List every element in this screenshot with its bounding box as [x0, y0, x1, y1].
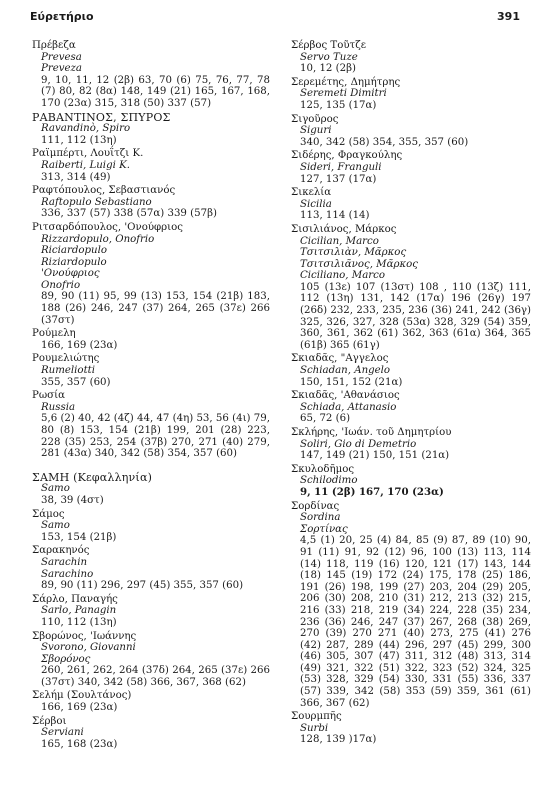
- entry-variant: Prevesa: [41, 51, 82, 63]
- index-title: Εύρετήριο: [30, 10, 94, 23]
- entry-page-refs: 128, 139 )17α): [300, 734, 377, 746]
- entry-heading: Ρούμελη: [32, 328, 76, 340]
- entry-page-refs: 4,5 (1) 20, 25 (4) 84, 85 (9) 87, 89 (10) 90, 91 (11) 91, 92 (12) 96, 100 (13) 113, 114 (14) 118, 119 (16) 120, 121 (17) 143, 144 (18) 145 (19) 172 (24) 175, 178 (25) 186, 191 (26) 198, 199 (27) 203, 204 (29) 205, 206 (30) 208, 210 (31) 212, 213 (32) 215, 216 (33) 218, 219 (34) 224, 228 (35) 234, 236 (36) 246, 247 (37) 267, 268 (38) 269, 270 (39) 270 271 (40) 273, 275 (41) 276 (42) 287, 289 (44) 296, 297 (45) 299, 300 (46) 305, 307 (47) 311, 312 (48) 313, 314 (49) 321, 322 (51) 322, 323 (52) 324, 325 (53) 328, 329 (54) 330, 331 (55) 336, 337 (57) 339, 342 (58) 353 (59) 359, 361 (61) 366, 367 (62): [300, 535, 531, 709]
- index-entry: [32, 631, 270, 689]
- entry-page-refs: 9, 11 (2β) 167, 170 (23α): [300, 485, 444, 498]
- entry-page-refs: 336, 337 (57) 338 (57α) 339 (57β): [41, 208, 217, 220]
- entry-variant: Τσιτσιλιὰν, Μᾶρκος: [300, 247, 407, 259]
- index-entry: [291, 224, 531, 352]
- entry-variant: Soliri, Gio di Demetrio: [300, 438, 417, 450]
- index-entry: [291, 464, 531, 499]
- entry-variant: Preveza: [41, 63, 82, 75]
- index-entry: [32, 185, 270, 220]
- entry-variant: Rizzardopulo, Onofrio: [41, 233, 155, 245]
- entry-variant: Sordina: [300, 512, 341, 524]
- entry-heading: Σάμος: [32, 508, 65, 520]
- entry-heading: Σισιλιάνος, Μάρκος: [291, 223, 397, 235]
- entry-page-refs: 153, 154 (21β): [41, 531, 117, 543]
- index-entry: [291, 390, 531, 425]
- entry-heading: Ρουμελιώτης: [32, 353, 100, 365]
- entry-variant: Sicilia: [300, 198, 332, 210]
- entry-heading: Ραϊμπέρτι, Λουΐτζι Κ.: [32, 148, 144, 160]
- entry-heading: Σελήμ (Σουλτάνος): [32, 690, 132, 702]
- entry-variant: Sideri, Franguli: [300, 161, 382, 173]
- entry-variant: Serviani: [41, 727, 84, 739]
- entry-page-refs: 166, 169 (23α): [41, 339, 118, 351]
- entry-page-refs: 105 (13ε) 107 (13στ) 108 , 110 (13ζ) 111, 112 (13η) 131, 142 (17α) 196 (26γ) 197 (26δ) 232, 233, 235, 236 (36) 241, 242 (36γ) 325, 326, 327, 328 (53α) 328, 329 (54) 359, 360, 361, 362 (61) 362, 363 (61α) 364, 365 (61β) 365 (61γ): [300, 281, 531, 351]
- index-entry: [32, 509, 270, 544]
- entry-variant: Sarachin: [41, 556, 88, 568]
- entry-heading: Σάρλο, Παναγής: [32, 593, 118, 605]
- index-entry: [32, 390, 270, 460]
- index-entry: [32, 112, 270, 147]
- entry-page-refs: 111, 112 (13η): [41, 134, 117, 146]
- index-entry: [291, 40, 531, 75]
- entry-variant: Siguri: [300, 125, 332, 137]
- entry-page-refs: 113, 114 (14): [300, 210, 370, 222]
- entry-heading: ΡΑΒΑΝΤΙΝΟΣ, ΣΠΥΡΟΣ: [32, 110, 171, 124]
- index-column-left: [32, 40, 270, 752]
- entry-heading: Σέρβος Τοῦτζε: [291, 40, 366, 51]
- entry-variant: Σβορόνος: [41, 653, 91, 665]
- entry-heading: Σκιαδᾶς, 'Αθανάσιος: [291, 390, 400, 402]
- index-entry: [291, 114, 531, 149]
- page-header: [30, 10, 520, 26]
- entry-variant: Riziardopulo: [41, 256, 107, 268]
- entry-variant: Cicilian, Marco: [300, 235, 379, 247]
- entry-heading: Σαρακηνός: [32, 545, 90, 557]
- entry-page-refs: 166, 169 (23α): [41, 702, 118, 714]
- index-entry: [32, 716, 270, 751]
- entry-variant: Raftopulo Sebastiano: [41, 196, 152, 208]
- index-entry: [291, 501, 531, 710]
- index-entry: [291, 353, 531, 388]
- entry-heading: Ραφτόπουλος, Σεβαστιανός: [32, 185, 176, 197]
- entry-variant: Sarlo, Panagin: [41, 605, 117, 617]
- entry-page-refs: 165, 168 (23α): [41, 738, 118, 750]
- entry-variant: Servo Tuze: [300, 51, 358, 63]
- entry-heading: Σιδέρης, Φραγκούλης: [291, 150, 403, 162]
- index-entry: [32, 472, 270, 507]
- entry-heading: Ρωσία: [32, 390, 65, 402]
- index-entry: [291, 187, 531, 222]
- entry-variant: Svorono, Giovanni: [41, 642, 136, 654]
- page-number: 391: [497, 10, 520, 23]
- index-entry: [32, 353, 270, 388]
- entry-heading: Σιγοῦρος: [291, 113, 339, 125]
- entry-heading: Σκυλοδῆμος: [291, 463, 355, 475]
- entry-variant: Riciardopulo: [41, 245, 107, 257]
- entry-heading: Σουρμπῆς: [291, 711, 342, 723]
- entry-page-refs: 355, 357 (60): [41, 376, 111, 388]
- entry-heading: ΣΑΜΗ (Κεφαλληνία): [32, 470, 153, 484]
- entry-page-refs: 10, 12 (2β): [300, 63, 356, 75]
- entry-page-refs: 38, 39 (4στ): [41, 494, 104, 506]
- entry-heading: Σορδίνας: [291, 500, 340, 512]
- entry-heading: Πρέβεζα: [32, 40, 76, 51]
- entry-variant: Seremeti Dimitri: [300, 88, 387, 100]
- entry-variant: Ravandinò, Spiro: [41, 123, 131, 135]
- entry-page-refs: 65, 72 (6): [300, 413, 351, 425]
- index-column-right: [291, 40, 531, 748]
- entry-heading: Σερεμέτης, Δημήτρης: [291, 76, 401, 88]
- index-entry: [32, 40, 270, 110]
- entry-variant: Surbi: [300, 722, 329, 734]
- entry-page-refs: 9, 10, 11, 12 (2β) 63, 70 (6) 75, 76, 77, 78 (7) 80, 82 (8α) 148, 149 (21) 165, 167, 168, 170 (23α) 315, 318 (50) 337 (57): [41, 74, 270, 109]
- entry-page-refs: 260, 261, 262, 264 (37δ) 264, 265 (37ε) 266 (37στ) 340, 342 (58) 366, 367, 368 (62): [41, 665, 270, 688]
- entry-heading: Σικελία: [291, 187, 332, 199]
- entry-variant: Samo: [41, 520, 70, 532]
- entry-variant: Rumeliotti: [41, 365, 96, 377]
- entry-variant: Russia: [41, 401, 76, 413]
- entry-page-refs: 147, 149 (21) 150, 151 (21α): [300, 450, 450, 462]
- entry-variant: 'Ονούφριος: [41, 268, 100, 280]
- index-entry: [32, 594, 270, 629]
- entry-page-refs: 127, 137 (17α): [300, 173, 377, 185]
- entry-page-refs: 89, 90 (11) 95, 99 (13) 153, 154 (21β) 183, 188 (26) 246, 247 (37) 264, 265 (37ε) 266 (37στ): [41, 291, 270, 326]
- index-entry: [291, 150, 531, 185]
- entry-variant: Schiadan, Angelo: [300, 365, 391, 377]
- index-entry: [32, 328, 270, 351]
- index-entry: [291, 711, 531, 746]
- entry-page-refs: 150, 151, 152 (21α): [300, 376, 403, 388]
- entry-variant: Raiberti, Luigi K.: [41, 159, 130, 171]
- index-entry: [32, 690, 270, 713]
- entry-page-refs: 89, 90 (11) 296, 297 (45) 355, 357 (60): [41, 580, 244, 592]
- entry-variant: Τσιτσιλιᾶνος, Μᾶρκος: [300, 258, 418, 270]
- entry-heading: Ριτσαρδόπουλος, 'Ονούφριος: [32, 221, 183, 233]
- index-entry: [32, 545, 270, 591]
- entry-variant: Samo: [41, 483, 70, 495]
- index-entry: [291, 77, 531, 112]
- entry-variant: Onofrio: [41, 279, 81, 291]
- entry-variant: Sarachino: [41, 568, 94, 580]
- entry-page-refs: 5,6 (2) 40, 42 (4ζ) 44, 47 (4η) 53, 56 (4ι) 79, 80 (8) 153, 154 (21β) 199, 201 (28) 223, 228 (35) 253, 254 (37β) 270, 271 (40) 279, 281 (43α) 340, 342 (58) 354, 357 (60): [41, 413, 270, 460]
- entry-variant: Schilodimo: [300, 475, 358, 487]
- entry-variant: Ciciliano, Marco: [300, 270, 385, 282]
- index-entry: [32, 222, 270, 326]
- entry-heading: Σκιαδᾶς, "Αγγελος: [291, 353, 389, 365]
- index-entry: [291, 427, 531, 462]
- entry-heading: Σβορώνος, 'Ιωάννης: [32, 630, 137, 642]
- entry-page-refs: 125, 135 (17α): [300, 99, 377, 111]
- index-entry: [32, 148, 270, 183]
- entry-variant: Schiada, Attanasio: [300, 401, 397, 413]
- entry-page-refs: 110, 112 (13η): [41, 616, 117, 628]
- entry-page-refs: 313, 314 (49): [41, 171, 111, 183]
- entry-variant: Σορτίνας: [300, 523, 348, 535]
- entry-page-refs: 340, 342 (58) 354, 355, 357 (60): [300, 136, 469, 148]
- entry-heading: Σκλήρης, 'Ιωάν. τοῦ Δημητρίου: [291, 427, 452, 438]
- entry-heading: Σέρβοι: [32, 715, 67, 727]
